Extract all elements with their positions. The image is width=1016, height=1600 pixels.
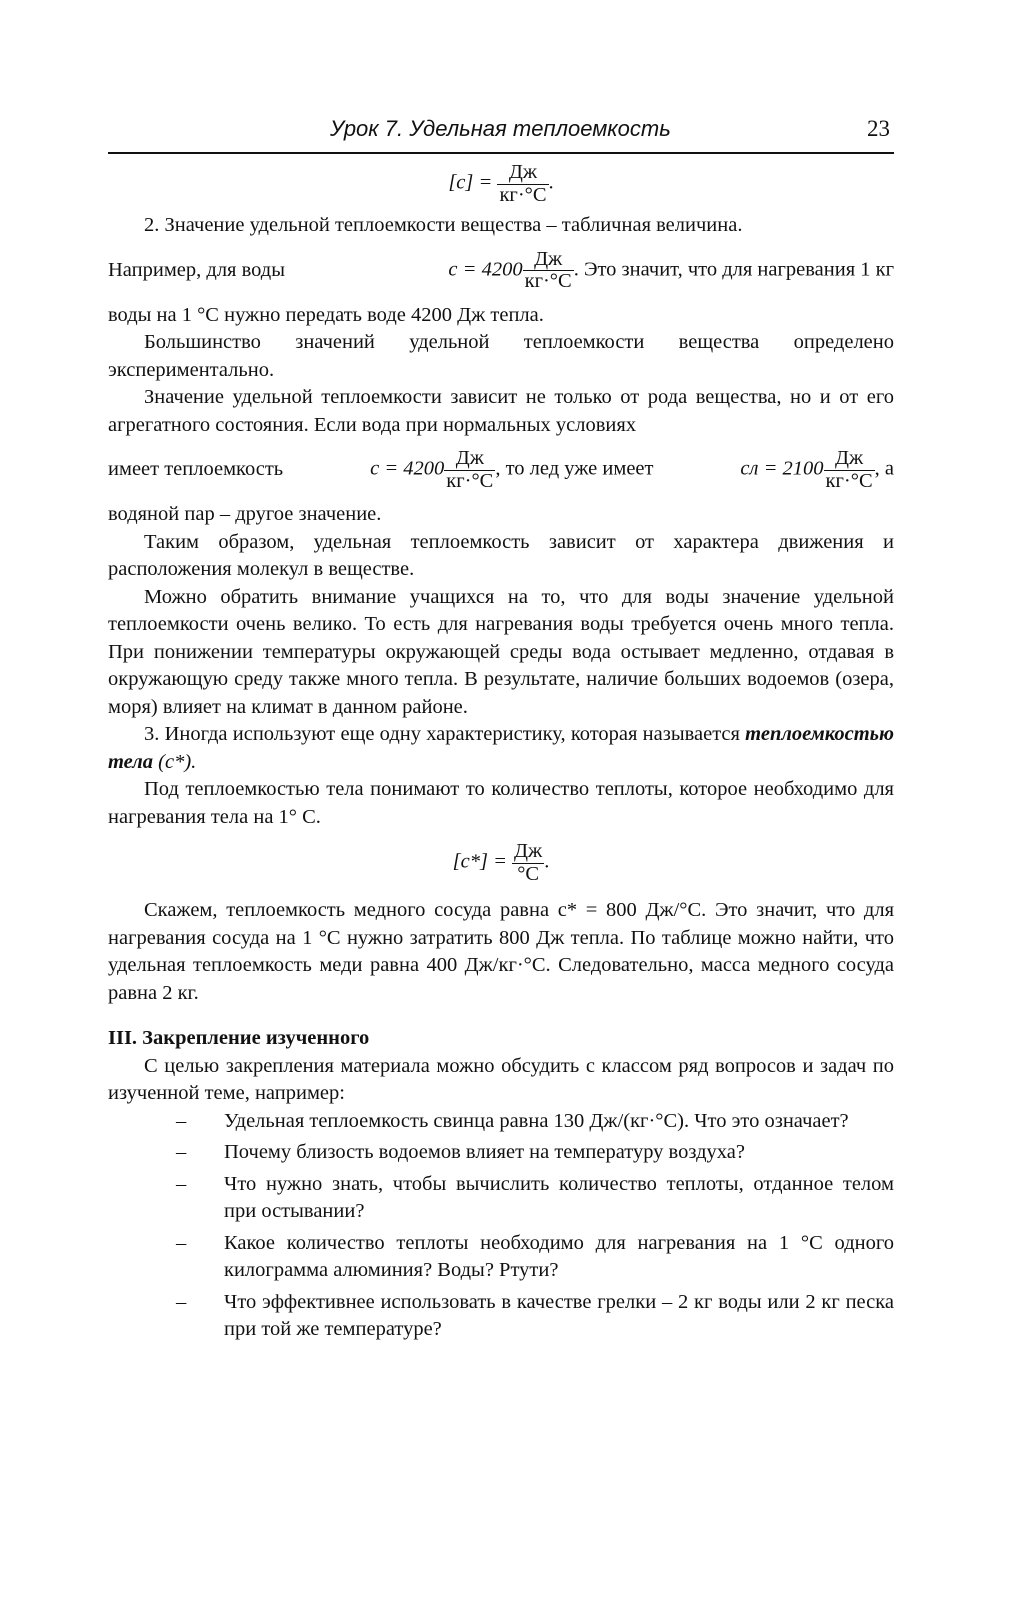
fraction: [497, 162, 548, 206]
denominator: кг·°С: [499, 183, 547, 206]
denominator: кг·°С: [524, 270, 572, 293]
fraction: [512, 841, 544, 885]
question-text: Что нужно знать, чтобы вычислить количество теплоты, отданное телом при остывании?: [224, 1172, 894, 1223]
text: имеет теплоемкость: [108, 458, 284, 481]
fraction: [824, 448, 875, 492]
inline-formula: [740, 448, 894, 492]
running-header: [108, 112, 894, 154]
paragraph: Под теплоемкостью тела понимают то количество теплоты, которое необходимо для нагревания тела на 1° С.: [108, 778, 894, 828]
text: , то лед уже имеет: [495, 457, 654, 480]
paragraph: Большинство значений удельной теплоемкости вещества определено экспериментально.: [108, 331, 894, 381]
symbol: (c*).: [158, 750, 197, 773]
page-body: [108, 160, 894, 1348]
fraction: [444, 448, 495, 492]
denominator: кг·°С: [446, 469, 494, 492]
inline-formula: [448, 249, 894, 293]
formula-unit-cstar: [c*] = $\frac{Дж}{^\circ С}$ .: [452, 840, 550, 885]
paragraph: С целью закрепления материала можно обсудить с классом ряд вопросов и задач по изученной теме, например:: [108, 1054, 894, 1105]
formula-expr: c = 4200: [370, 457, 445, 480]
dash: –: [176, 1109, 187, 1132]
formula-lhs: [c] =: [448, 171, 493, 194]
question-list: [108, 1108, 894, 1344]
numerator: Дж: [444, 448, 495, 471]
paragraph: Можно обратить внимание учащихся на то, что для воды значение удельной теплоемкости очень велико. То есть для нагревания воды требуется очень много тепла. При понижении температуры окружающей среды вода остывает медленно, отдавая в окружающую среду также много тепла. В результате, наличие больших водоемов (озера, моря) влияет на климат в данном районе.: [108, 585, 894, 718]
term-heat-capacity: теплоемкостью тела: [108, 723, 894, 773]
paragraph-definition: [108, 721, 894, 776]
paragraph: 2. Значение удельной теплоемкости вещества – табличная величина.: [144, 214, 743, 237]
text: . Это значит, что для нагревания 1 кг: [573, 258, 894, 281]
paragraph: Таким образом, удельная теплоемкость зависит от характера движения и расположения молекул в веществе.: [108, 530, 894, 581]
question-text: Какое количество теплоты необходимо для нагревания на 1 °С одного килограмма алюминия? Воды? Ртути?: [224, 1231, 894, 1282]
paragraph: Значение удельной теплоемкости зависит не только от рода вещества, но и от его агрегатного состояния. Если вода при нормальных условиях: [108, 386, 894, 436]
list-item: [108, 1108, 894, 1136]
question-text: Что эффективнее использовать в качестве грелки – 2 кг воды или 2 кг песка при той же температуре?: [224, 1290, 894, 1341]
paragraph-water-example: [108, 240, 894, 302]
list-item: [108, 1171, 894, 1226]
formula-lhs: [c*] =: [452, 850, 507, 873]
page-number: 23: [867, 116, 890, 141]
list-item: [108, 1230, 894, 1285]
numerator: Дж: [497, 162, 548, 185]
denominator: кг·°С: [825, 469, 873, 492]
text: , а: [874, 457, 894, 480]
fraction: [523, 249, 574, 293]
formula-expr: c = 4200: [448, 258, 523, 281]
section-heading: III. Закрепление изученного: [108, 1027, 370, 1050]
text: 3. Иногда используют еще одну характеристику, которая называется: [144, 723, 740, 746]
header-title: Урок 7. Удельная теплоемкость: [330, 116, 671, 141]
formula-unit-c: [c] = $\frac{Дж}{кг\cdot^\circ С}$ .: [448, 161, 554, 206]
list-item: [108, 1139, 894, 1167]
paragraph: водяной пар – другое значение.: [108, 503, 382, 526]
dash: –: [176, 1231, 187, 1254]
formula-expr: cл = 2100: [740, 457, 824, 480]
question-text: Удельная теплоемкость свинца равна 130 Дж/(кг·°С). Что это означает?: [224, 1109, 849, 1132]
numerator: Дж: [523, 249, 574, 272]
question-text: Почему близость водоемов влияет на температуру воздуха?: [224, 1141, 745, 1164]
paragraph: Скажем, теплоемкость медного сосуда равна c* = 800 Дж/°С. Это значит, что для нагревания сосуда на 1 °С нужно затратить 800 Дж тепла. По таблице можно найти, что удельная теплоемкость меди равна 400 Дж/кг·°С. Следовательно, масса медного сосуда равна 2 кг.: [108, 899, 894, 1004]
dash: –: [176, 1172, 187, 1195]
numerator: Дж: [514, 840, 543, 863]
paragraph-ice-example: [108, 439, 894, 501]
inline-formula: [370, 448, 653, 492]
dash: –: [176, 1290, 187, 1313]
dash: –: [176, 1141, 187, 1164]
denominator: °С: [517, 862, 540, 885]
paragraph: воды на 1 °С нужно передать воде 4200 Дж тепла.: [108, 303, 544, 326]
text: Например, для воды: [108, 258, 286, 281]
list-item: [108, 1289, 894, 1344]
numerator: Дж: [824, 448, 875, 471]
